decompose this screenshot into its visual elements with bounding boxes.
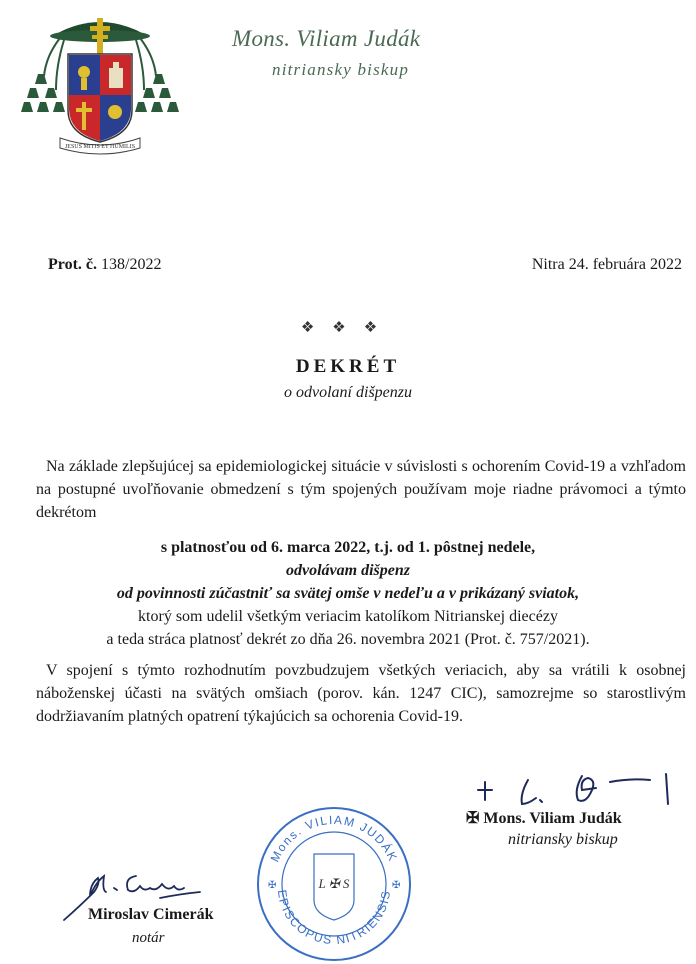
stamp-cross-right-icon: ✠ xyxy=(392,880,401,891)
signatory-name xyxy=(466,808,622,828)
protocol-number xyxy=(48,256,161,274)
decree-line-validity: s platnosťou od 6. marca 2022, t.j. od 1. pôstnej nedele, xyxy=(160,539,536,556)
stamp-cross-left-icon: ✠ xyxy=(268,880,277,891)
signatory-name-text: Mons. Viliam Judák xyxy=(483,810,622,827)
notary-role: notár xyxy=(132,930,165,946)
document-title: DEKRÉT xyxy=(295,356,401,377)
letterhead-name: Mons. Viliam Judák xyxy=(232,26,421,51)
protocol-label: Prot. č. xyxy=(48,256,98,273)
ornament-divider: ❖❖❖ xyxy=(300,320,396,336)
letterhead-role: nitriansky biskup xyxy=(272,60,410,79)
stamp-bottom-text: EPISCOPUS NITRIENSIS xyxy=(274,888,394,948)
place-date: Nitra 24. februára 2022 xyxy=(531,256,682,273)
coat-of-arms-logo xyxy=(16,6,184,156)
decree-line-obligation: od povinnosti zúčastniť sa svätej omše v nedeľu a v prikázaný sviatok, xyxy=(116,585,580,602)
signatory-role: nitriansky biskup xyxy=(508,831,618,848)
stamp-center-text: L ✠ S xyxy=(318,876,350,891)
svg-text:Mons. VILIAM JUDÁK xyxy=(268,813,401,864)
paragraph-encouragement: V spojení s týmto rozhodnutím povzbudzujem všetkých veriacich, aby sa vrátili k osobnej náboženskej účasti na svätých omšiach (porov. kán. 1247 CIC), samozrejme so starostlivým dodržiavaním platných opatrení týkajúcich sa ochorenia Covid-19. xyxy=(36,662,686,725)
coat-motto-text: JESUS MITIS ET HUMILIS xyxy=(64,144,136,150)
paragraph-intro: Na základe zlepšujúcej sa epidemiologickej situácie v súvislosti s ochorením Covid-19 a vzhľadom na postupné uvoľňovanie obmedzení s tým spojených používam moje riadne právomoci a týmto dekrétom xyxy=(36,458,686,521)
svg-text:EPISCOPUS NITRIENSIS xyxy=(275,889,393,947)
protocol-value: 138/2022 xyxy=(101,256,162,273)
notary-name: Miroslav Cimerák xyxy=(88,906,214,923)
document-subtitle: o odvolaní dišpenzu xyxy=(284,384,412,401)
stamp-top-text: Mons. VILIAM JUDÁK xyxy=(267,812,401,865)
cross-icon: ✠ xyxy=(466,810,480,827)
decree-line-revoke: odvolávam dišpenz xyxy=(286,562,410,579)
decree-line-granted: ktorý som udelil všetkým veriacim katolíkom Nitrianskej diecézy xyxy=(138,608,558,625)
official-stamp-seal xyxy=(254,804,414,964)
decree-line-previous: a teda stráca platnosť dekrét zo dňa 26. novembra 2021 (Prot. č. 757/2021). xyxy=(106,631,590,648)
